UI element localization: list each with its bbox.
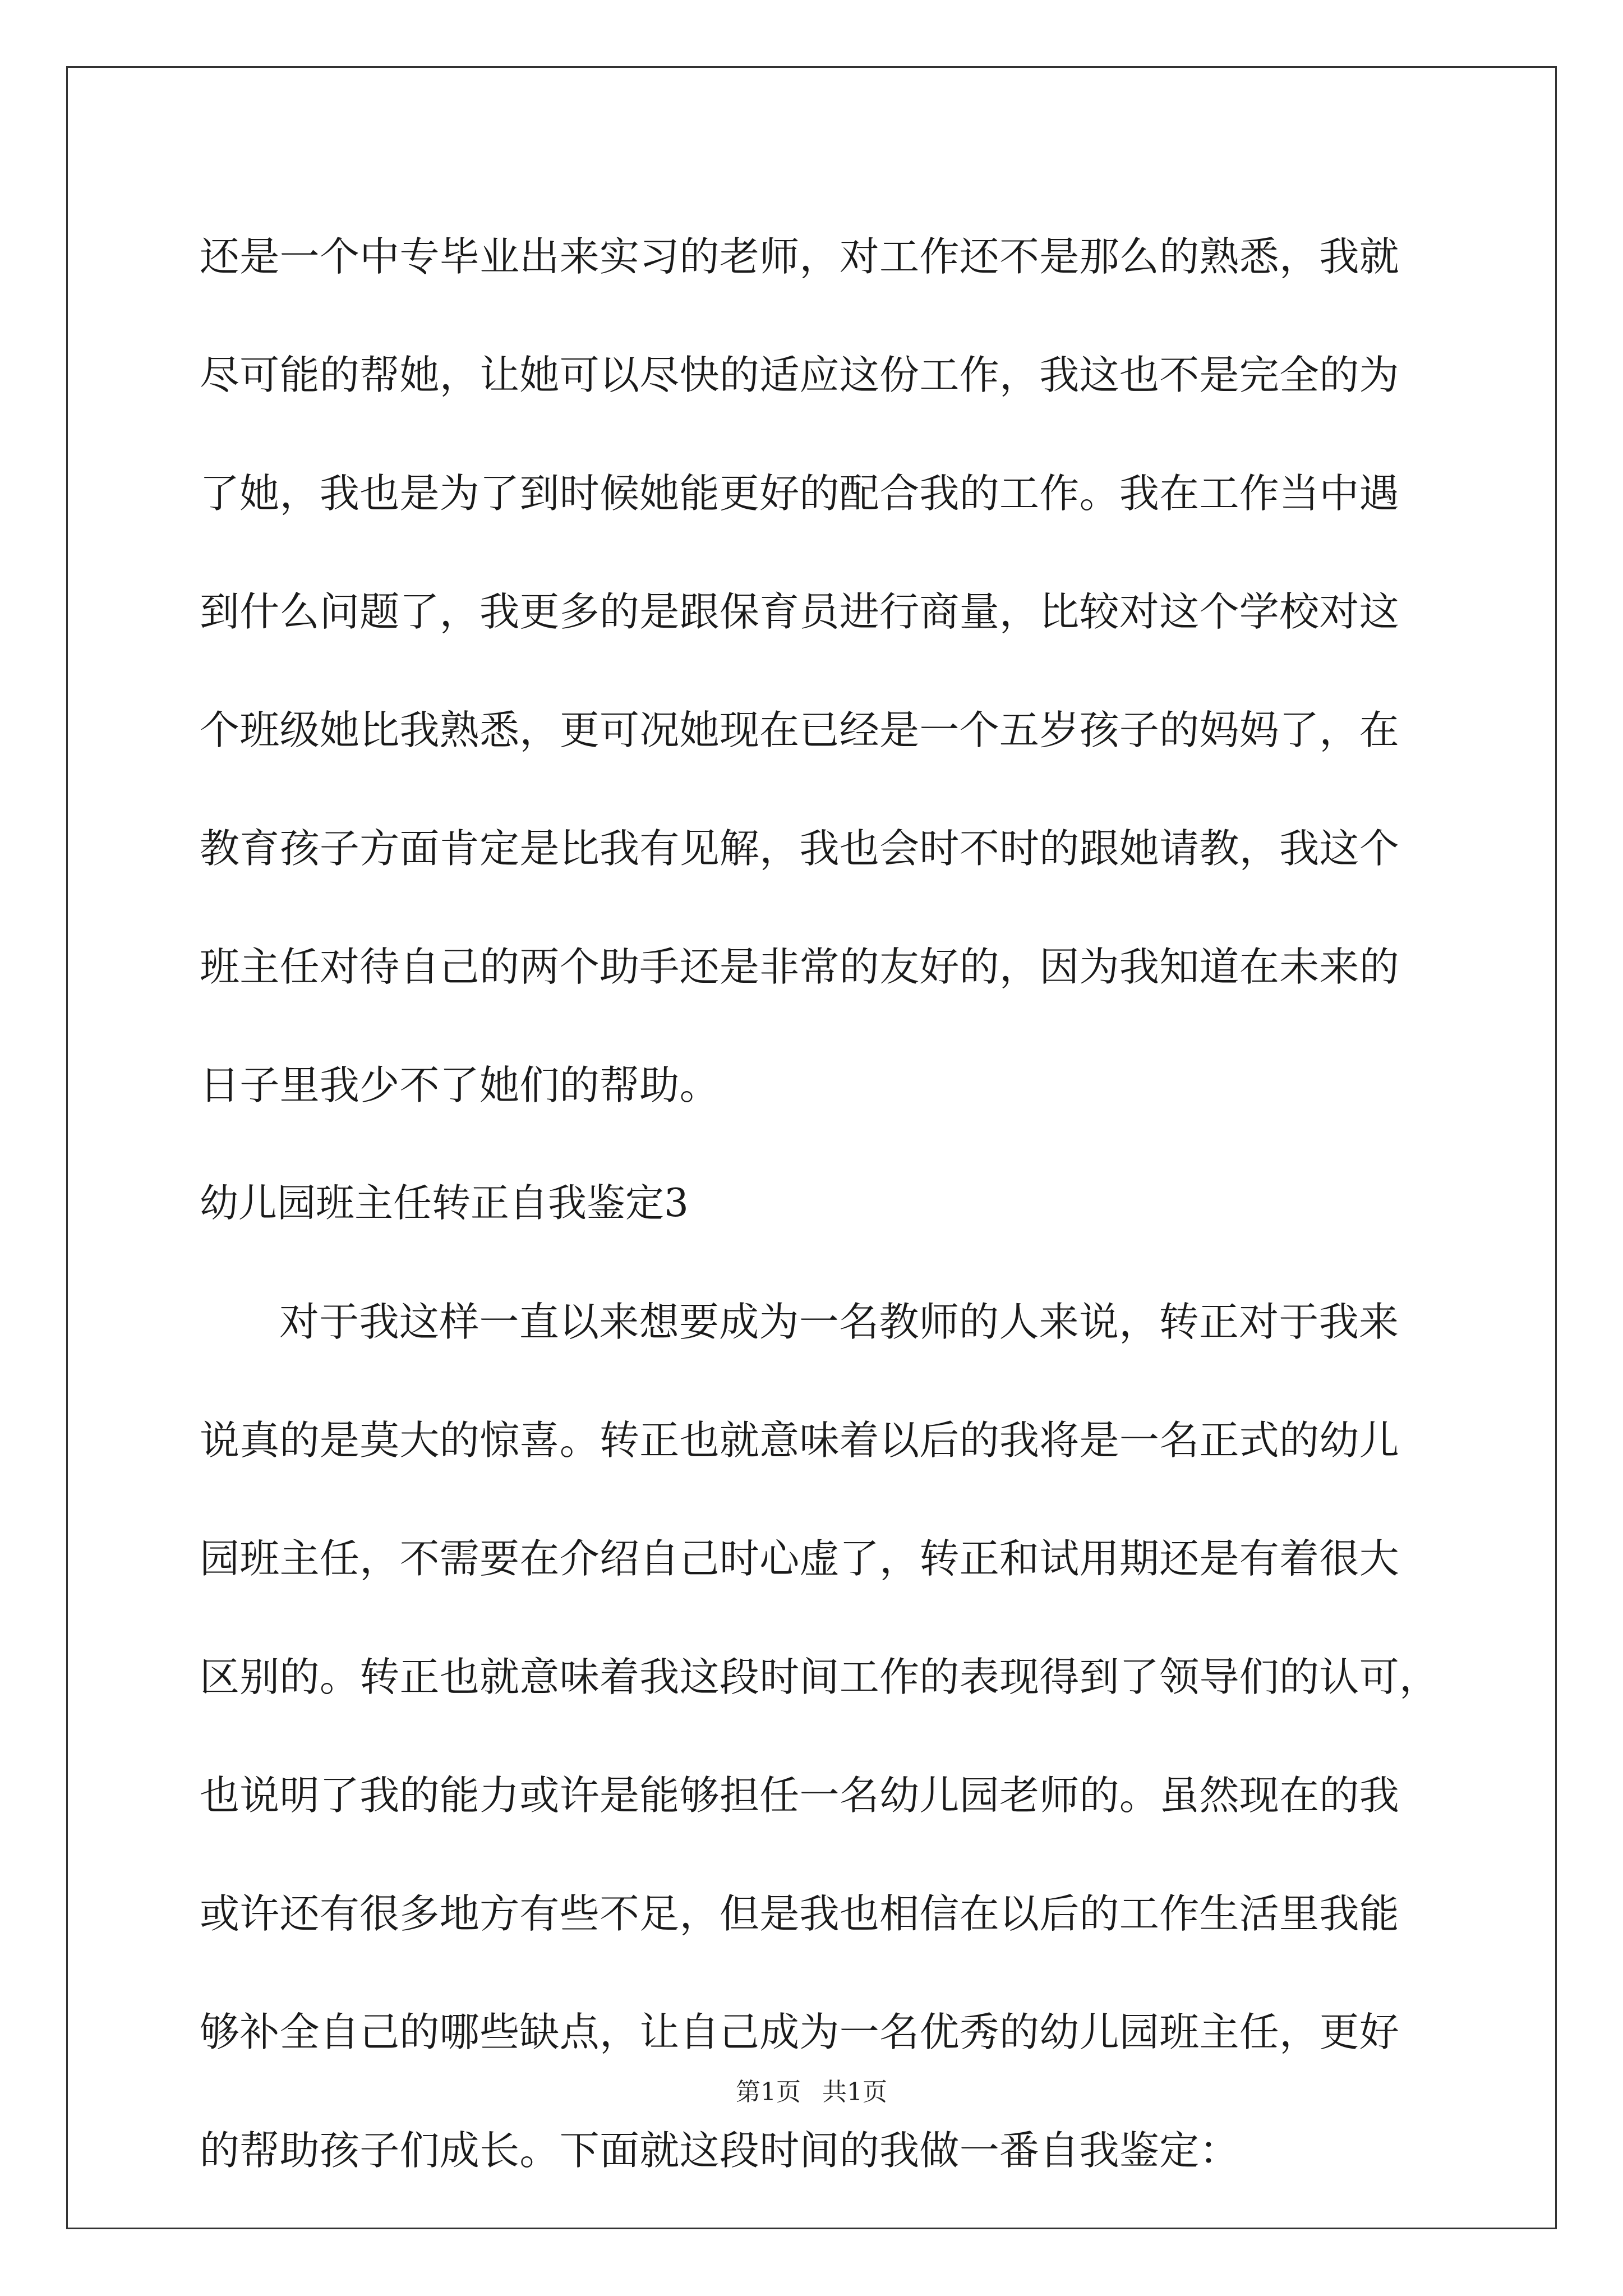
- paragraph-line: 够补全自己的哪些缺点，让自己成为一名优秀的幼儿园班主任，更好: [200, 2009, 1400, 2055]
- page-footer: [0, 2076, 1623, 2109]
- paragraph-line: 日子里我少不了她们的帮助。: [200, 1062, 720, 1108]
- paragraph-line: 的帮助孩子们成长。下面就这段时间的我做一番自我鉴定：: [200, 2127, 1239, 2174]
- document-body: [200, 197, 1440, 2210]
- paragraph-line: 对于我这样一直以来想要成为一名教师的人来说，转正对于我来: [279, 1299, 1399, 1345]
- section-heading: 幼儿园班主任转正自我鉴定3: [200, 1181, 689, 1226]
- paragraph-line: 或许还有很多地方有些不足，但是我也相信在以后的工作生活里我能: [200, 1890, 1400, 1937]
- paragraph-line: 班主任对待自己的两个助手还是非常的友好的，因为我知道在未来的: [200, 944, 1400, 990]
- paragraph-line: 教育孩子方面肯定是比我有见解，我也会时不时的跟她请教，我这个: [200, 825, 1400, 872]
- page-number: 第1页: [736, 2078, 801, 2106]
- paragraph-line: 到什么问题了，我更多的是跟保育员进行商量，比较对这个学校对这: [200, 588, 1400, 635]
- page-total: 共1页: [822, 2078, 887, 2106]
- paragraph-line: 个班级她比我熟悉，更可况她现在已经是一个五岁孩子的妈妈了，在: [200, 707, 1400, 753]
- paragraph-line: 还是一个中专毕业出来实习的老师，对工作还不是那么的熟悉，我就: [200, 233, 1400, 280]
- paragraph-line: 园班主任，不需要在介绍自己时心虚了，转正和试用期还是有着很大: [200, 1535, 1400, 1582]
- paragraph-line: 区别的。转正也就意味着我这段时间工作的表现得到了领导们的认可，: [200, 1654, 1440, 1700]
- paragraph-line: 也说明了我的能力或许是能够担任一名幼儿园老师的。虽然现在的我: [200, 1772, 1400, 1819]
- paragraph-line: 尽可能的帮她，让她可以尽快的适应这份工作，我这也不是完全的为: [200, 352, 1400, 398]
- paragraph-line: 说真的是莫大的惊喜。转正也就意味着以后的我将是一名正式的幼儿: [200, 1417, 1400, 1464]
- paragraph-line: 了她，我也是为了到时候她能更好的配合我的工作。我在工作当中遇: [200, 470, 1400, 517]
